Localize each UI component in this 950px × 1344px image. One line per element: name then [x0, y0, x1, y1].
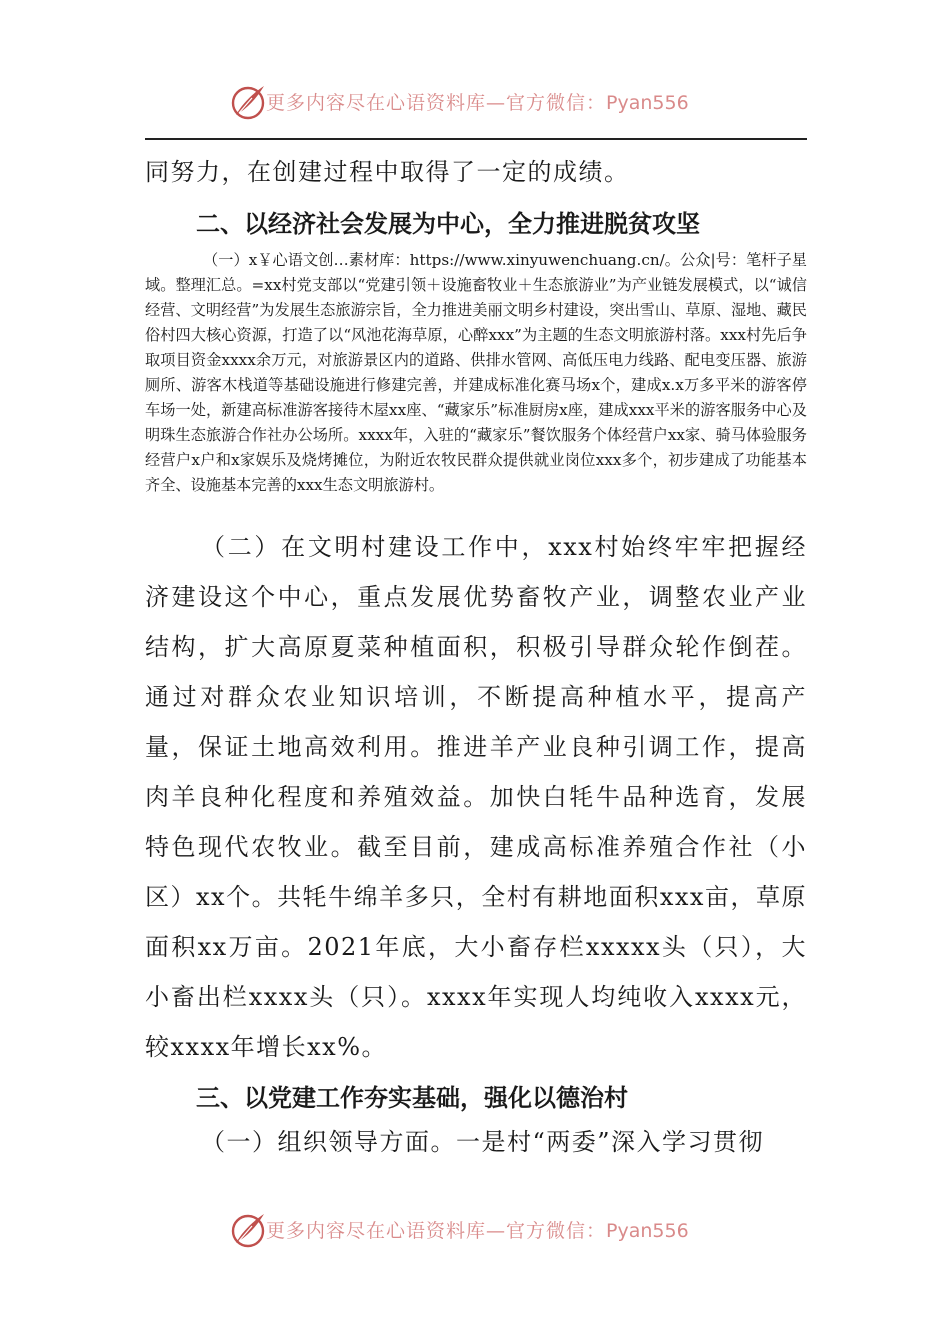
- watermark-header: [0, 78, 950, 128]
- header-divider: [145, 138, 807, 140]
- section-3-heading: 三、以党建工作夯实基础，强化以德治村: [196, 1084, 628, 1112]
- section-2-paragraph-2: （二）在文明村建设工作中，xxx村始终牢牢把握经济建设这个中心，重点发展优势畜牧产业，调整农业产业结构，扩大高原夏菜种植面积，积极引导群众轮作倒茬。通过对群众农业知识培训，不断提高种植水平，提高产量，保证土地高效利用。推进羊产业良种引调工作，提高肉羊良种化程度和养殖效益。加快白牦牛品种选育，发展特色现代农牧业。截至目前，建成高标准养殖合作社（小区）xx个。共牦牛绵羊多只，全村有耕地面积xxx亩，草原面积xx万亩。2021年底，大小畜存栏xxxxx头（只），大小畜出栏xxxx头（只）。xxxx年实现人均纯收入xxxx元，较xxxx年增长xx%。: [145, 533, 807, 1061]
- watermark-main: 更多内容尽在心语资料库—官方微信：: [266, 92, 607, 114]
- continuation-line: 同努力，在创建过程中取得了一定的成绩。: [145, 158, 630, 186]
- quill-pen-logo-icon: [228, 1210, 268, 1250]
- watermark-wechat-id: Pyan556: [606, 92, 689, 114]
- watermark-footer: [0, 1206, 950, 1256]
- watermark-main: 更多内容尽在心语资料库—官方微信：: [266, 1220, 607, 1242]
- section-2-heading: 二、以经济社会发展为中心，全力推进脱贫攻坚: [196, 210, 700, 238]
- watermark-text: [266, 1216, 689, 1243]
- quill-pen-logo-icon: [228, 82, 268, 122]
- watermark-wechat-id: Pyan556: [606, 1220, 689, 1242]
- watermark-text: [266, 88, 689, 115]
- section-3-paragraph-1: （一）组织领导方面。一是村“两委”深入学习贯彻: [201, 1128, 765, 1156]
- section-2-paragraph-1: （一）x￥心语文创…素材库：https://www.xinyuwenchuang.cn/。公众|号：笔杆子星域。整理汇总。=xx村党支部以“党建引领＋设施畜牧业＋生态旅游业”为产业链发展模式，以“诚信经营、文明经营”为发展生态旅游宗旨，全力推进美丽文明乡村建设，突出雪山、草原、湿地、藏民俗村四大核心资源，打造了以“风池花海草原，心醉xxx”为主题的生态文明旅游村落。xxx村先后争取项目资金xxxx余万元，对旅游景区内的道路、供排水管网、高低压电力线路、配电变压器、旅游厕所、游客木栈道等基础设施进行修建完善，并建成标准化赛马场x个，建成x.x万多平米的游客停车场一处，新建高标准游客接待木屋xx座、“藏家乐”标准厨房x座，建成xxx平米的游客服务中心及明珠生态旅游合作社办公场所。xxxx年，入驻的“藏家乐”餐饮服务个体经营户xx家、骑马体验服务经营户x户和x家娱乐及烧烤摊位，为附近农牧民群众提供就业岗位xxx多个，初步建成了功能基本齐全、设施基本完善的xxx生态文明旅游村。: [145, 251, 807, 494]
